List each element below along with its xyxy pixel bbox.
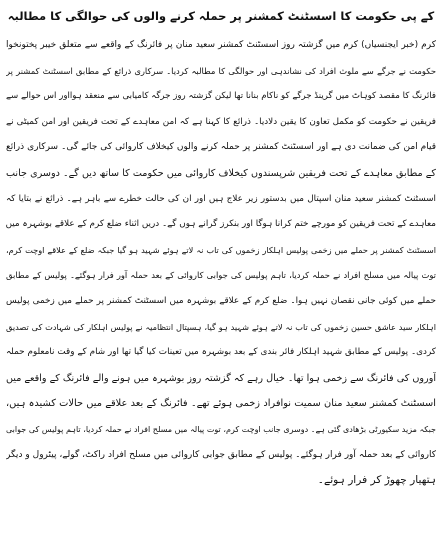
- article-line: حکومت نے جرگے سے ملوث افراد کی نشاندہی اور حوالگی کا مطالبہ کردیا۔ سرکاری ذرائع کے مطابق اسسٹنٹ کمشنر پر: [6, 65, 436, 76]
- article-line: اہلکار سید عاشق حسین زخموں کی تاب نہ لاتے ہوئے شہید ہو گیا، ہسپتال انتظامیہ نے پولیس اہلکار کی شہادت کی تصدیق: [6, 321, 436, 332]
- article-line: حملے میں کوئی جانی نقصان نہیں ہوا۔ ضلع کرم کے علاقے بوشہرہ میں اسسٹنٹ کمشنر پر حملے میں زخمی پولیس: [6, 295, 436, 306]
- article-line: توت پیالہ میں مسلح افراد نے حملہ کردیا، تاہم پولیس کی جوابی کاروائی کے بعد حملہ آور فرار ہوگئے۔ پولیس کے مطابق: [6, 270, 436, 281]
- article-line: اسسٹنٹ کمشنر سعید منان اسپتال میں بدستور زیر علاج ہیں اور ان کی حالت خطرے سے باہر ہے۔ ذرائع نے بتایا کہ: [6, 193, 436, 204]
- article-line: جبکہ مزید سکیورٹی بڑھادی گئی ہے۔ دوسری جانب اوچت کرم، توت پیالہ میں مسلح افراد نے حملہ کردیا، تاہم پولیس کی جوابی: [6, 424, 436, 434]
- article-line: اسسٹنٹ کمشنر سعید منان سمیت نوافراد زخمی ہوئے تھے۔ فائرنگ کے بعد علاقے میں حالات کشیدہ ہیں،: [6, 398, 436, 410]
- article-line: کردی۔ پولیس کے مطابق شہید اہلکار فائر بندی کے بعد بوشہرہ میں تعینات کیا گیا تھا اور شام کے وقت نامعلوم حملہ: [6, 347, 436, 358]
- article-body: [6, 33, 436, 494]
- article-line: اسسٹنٹ کمشنر پر حملے میں زخمی پولیس اہلکار زخموں کی تاب نہ لاتے ہوئے شہید ہو گیا جبکہ ضلع کے علاقے اوچت کرم،: [6, 244, 436, 255]
- article-line: قیام امن کی ضمانت دی ہے اور اسسٹنٹ کمشنر پر حملہ کرنے والوں کیخلاف کاروائی کی جائے گی۔ سرکاری ذرائع: [6, 142, 436, 153]
- article-line: فائرنگ کا مقصد کوہاٹ میں گرینڈ جرگے کو ناکام بنانا تھا لیکن گزشتہ روز جرگہ کامیابی سے منعقد ہوااور اس حوالے سے: [6, 91, 436, 102]
- article-line: آوروں کی فائرنگ سے زخمی ہوا تھا۔ خیال رہے کہ گزشتہ روز بوشہرہ میں ہونے والے فائرنگ کے واقعے میں: [6, 372, 436, 384]
- article-line: ہتھیار چھوڑ کر فرار ہوئے۔: [317, 474, 436, 487]
- article-headline: کے پی حکومت کا اسسٹنٹ کمشنر پر حملہ کرنے والوں کی حوالگی کا مطالبہ: [7, 9, 435, 23]
- article-line: کاروائی کے بعد حملہ آور فرار ہوگئے۔ پولیس کے مطابق جوابی کاروائی میں مسلح افراد راکٹ، گولے، پیٹرول و دیگر: [6, 449, 436, 460]
- article-line: فریقین نے حکومت کو مکمل تعاون کا یقین دلادیا۔ ذرائع کا کہنا ہے کہ امن معاہدے کے تحت فریقین اور امن کمیٹی نے: [6, 116, 436, 127]
- article-line: کرم (خبر ایجنسیاں) کرم میں گزشتہ روز اسسٹنٹ کمشنر سعید منان پر فائرنگ کے واقعے سے متعلق خیبر پختونخوا: [6, 40, 436, 50]
- article-line: معاہدے کے تحت فریقین کو مورچے ختم کرانا ہوگا اور بنکرز گرانے ہوں گے۔ دریں اثناء ضلع کرم کے علاقے بوشہرہ میں: [6, 219, 436, 230]
- article-line: کے مطابق معاہدے کے تحت فریقین شرپسندوں کیخلاف کاروائی میں حکومت کا ساتھ دیں گے۔ دوسری جانب: [6, 167, 436, 179]
